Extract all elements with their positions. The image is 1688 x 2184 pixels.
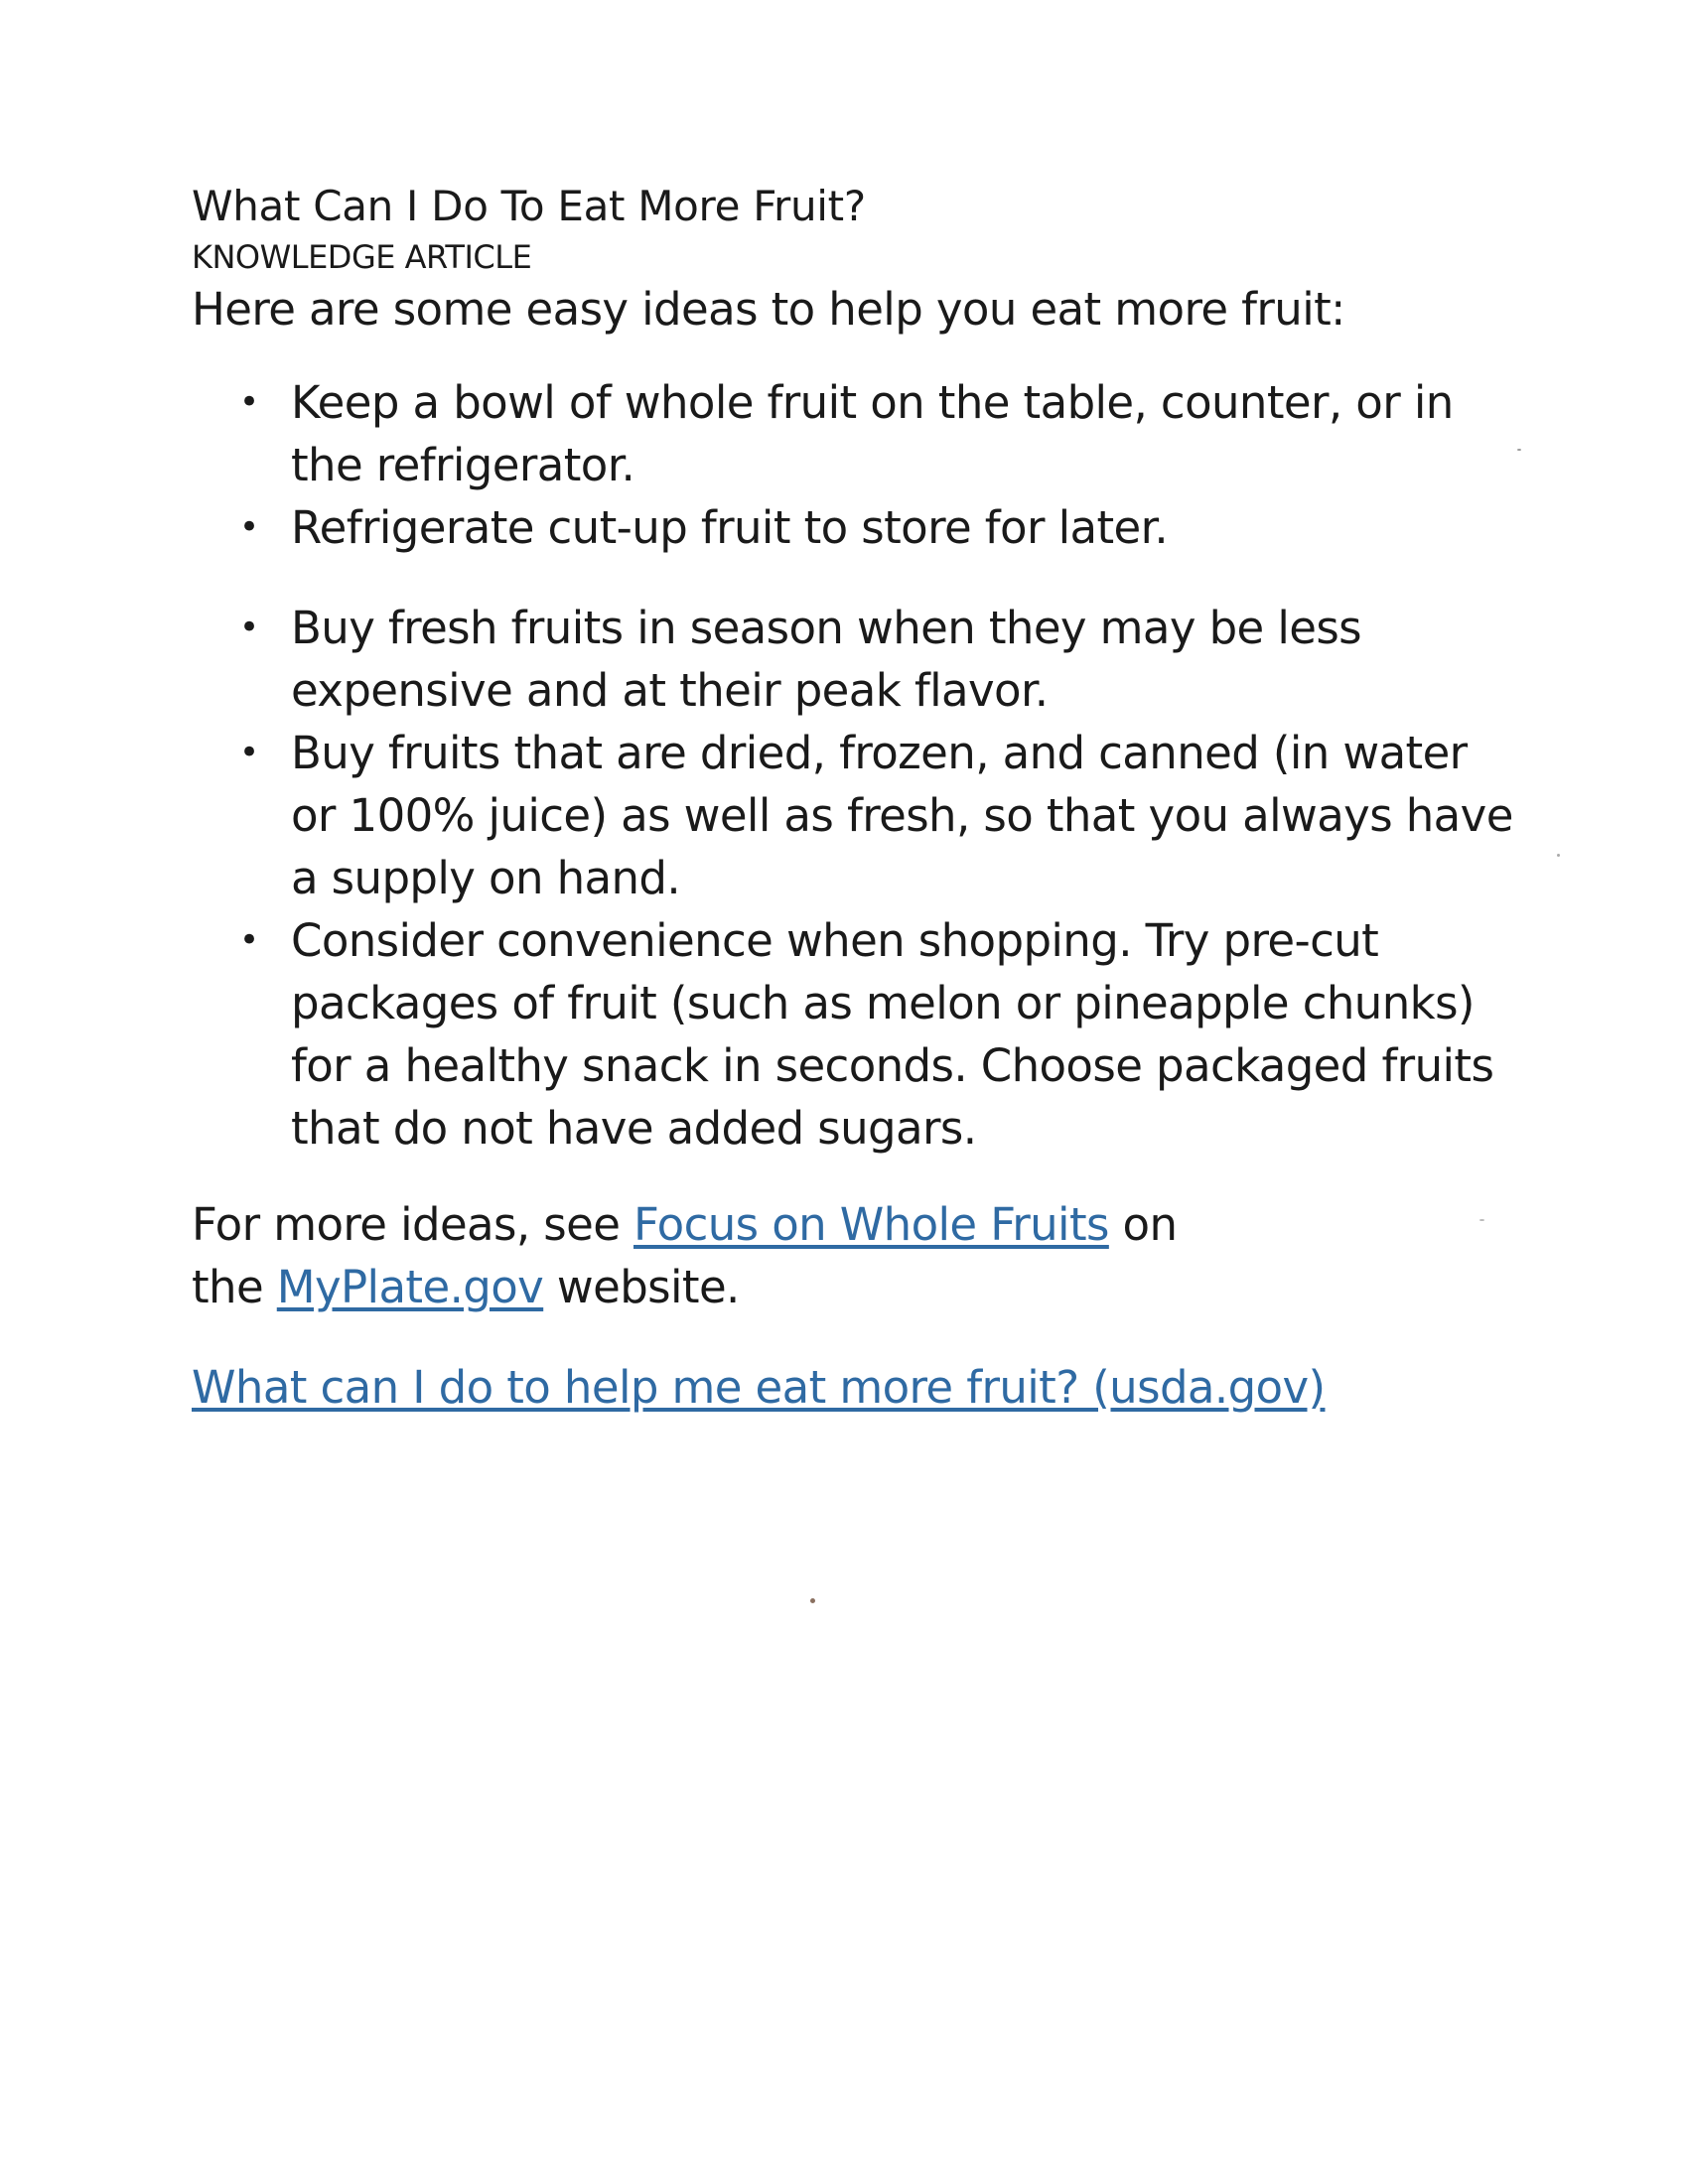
article (192, 179, 1522, 1419)
myplate-link[interactable]: MyPlate.gov (276, 1261, 544, 1313)
article-kicker: KNOWLEDGE ARTICLE (192, 238, 532, 276)
list-item: • Buy fruits that are dried, frozen, and canned (in water or 100% juice) as well as fresh, so that you always have a supply on hand. (291, 722, 1522, 909)
more-ideas-paragraph (192, 1193, 1522, 1318)
more-line2-prefix: the (192, 1261, 277, 1313)
source-paragraph (192, 1356, 1522, 1419)
ideas-list (192, 371, 1522, 1160)
article-intro: Here are some easy ideas to help you eat more fruit: (192, 283, 1345, 336)
focus-on-whole-fruits-link[interactable]: Focus on Whole Fruits (633, 1198, 1109, 1251)
scan-speck (1557, 854, 1560, 857)
more-suffix: website. (543, 1261, 740, 1313)
list-item: • Refrigerate cut-up fruit to store for later. (291, 496, 1522, 559)
more-middle: on (1108, 1198, 1178, 1251)
scan-speck (810, 1598, 815, 1603)
scan-speck (1479, 1219, 1484, 1221)
more-prefix: For more ideas, see (192, 1198, 633, 1251)
scan-speck (1517, 449, 1521, 451)
list-item: • Buy fresh fruits in season when they may be less expensive and at their peak flavor. (291, 597, 1522, 722)
article-title: What Can I Do To Eat More Fruit? (192, 182, 866, 230)
list-item: • Keep a bowl of whole fruit on the table, counter, or in the refrigerator. (291, 371, 1522, 496)
usda-source-link[interactable]: What can I do to help me eat more fruit? (usda.gov) (192, 1361, 1326, 1414)
list-item: • Consider convenience when shopping. Try pre-cut packages of fruit (such as melon or pineapple chunks) for a healthy snack in seconds. Choose packaged fruits that do not have added sugars. (291, 909, 1522, 1160)
